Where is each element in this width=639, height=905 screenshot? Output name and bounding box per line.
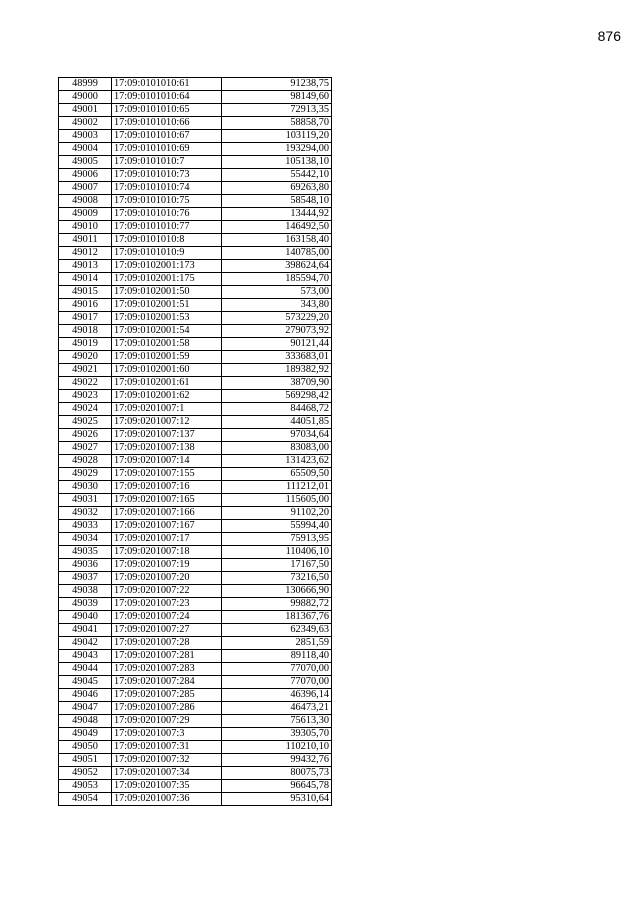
row-number-cell: 49012: [59, 247, 112, 260]
cadastral-number-cell: 17:09:0201007:22: [112, 585, 222, 598]
cadastral-number-cell: 17:09:0201007:36: [112, 793, 222, 806]
cadastral-value-cell: 103119,20: [222, 130, 332, 143]
row-number-cell: 49046: [59, 689, 112, 702]
table-row: [59, 416, 332, 429]
row-number-cell: 49025: [59, 416, 112, 429]
row-number-cell: 49042: [59, 637, 112, 650]
cadastral-number-cell: 17:09:0101010:61: [112, 78, 222, 91]
cadastral-number-cell: 17:09:0101010:67: [112, 130, 222, 143]
table-row: [59, 247, 332, 260]
row-number-cell: 49011: [59, 234, 112, 247]
cadastral-value-cell: 131423,62: [222, 455, 332, 468]
cadastral-number-cell: 17:09:0101010:65: [112, 104, 222, 117]
cadastral-number-cell: 17:09:0101010:73: [112, 169, 222, 182]
cadastral-number-cell: 17:09:0201007:14: [112, 455, 222, 468]
cadastral-number-cell: 17:09:0201007:137: [112, 429, 222, 442]
table-row: [59, 689, 332, 702]
cadastral-value-cell: 573229,20: [222, 312, 332, 325]
cadastral-number-cell: 17:09:0201007:285: [112, 689, 222, 702]
row-number-cell: 49034: [59, 533, 112, 546]
cadastral-value-cell: 13444,92: [222, 208, 332, 221]
row-number-cell: 49020: [59, 351, 112, 364]
cadastral-value-cell: 99882,72: [222, 598, 332, 611]
cadastral-value-cell: 140785,00: [222, 247, 332, 260]
cadastral-number-cell: 17:09:0102001:54: [112, 325, 222, 338]
table-row: [59, 273, 332, 286]
table-row: [59, 728, 332, 741]
row-number-cell: 49043: [59, 650, 112, 663]
cadastral-number-cell: 17:09:0201007:281: [112, 650, 222, 663]
row-number-cell: 49031: [59, 494, 112, 507]
cadastral-number-cell: 17:09:0201007:27: [112, 624, 222, 637]
cadastral-value-cell: 279073,92: [222, 325, 332, 338]
row-number-cell: 49010: [59, 221, 112, 234]
table-row: [59, 559, 332, 572]
table-row: [59, 702, 332, 715]
cadastral-value-cell: 44051,85: [222, 416, 332, 429]
cadastral-number-cell: 17:09:0201007:166: [112, 507, 222, 520]
table-row: [59, 468, 332, 481]
cadastral-number-cell: 17:09:0201007:17: [112, 533, 222, 546]
cadastral-number-cell: 17:09:0201007:16: [112, 481, 222, 494]
table-row: [59, 650, 332, 663]
cadastral-number-cell: 17:09:0102001:53: [112, 312, 222, 325]
table-row: [59, 624, 332, 637]
cadastral-value-cell: 39305,70: [222, 728, 332, 741]
table-row: [59, 507, 332, 520]
table-row: [59, 78, 332, 91]
cadastral-number-cell: 17:09:0201007:155: [112, 468, 222, 481]
cadastral-number-cell: 17:09:0201007:19: [112, 559, 222, 572]
row-number-cell: 49052: [59, 767, 112, 780]
cadastral-value-cell: 73216,50: [222, 572, 332, 585]
table-row: [59, 572, 332, 585]
row-number-cell: 49024: [59, 403, 112, 416]
row-number-cell: 49047: [59, 702, 112, 715]
cadastral-value-cell: 46473,21: [222, 702, 332, 715]
row-number-cell: 49003: [59, 130, 112, 143]
cadastral-value-cell: 98149,60: [222, 91, 332, 104]
cadastral-value-cell: 163158,40: [222, 234, 332, 247]
row-number-cell: 49021: [59, 364, 112, 377]
cadastral-value-cell: 46396,14: [222, 689, 332, 702]
cadastral-value-cell: 58858,70: [222, 117, 332, 130]
cadastral-number-cell: 17:09:0201007:20: [112, 572, 222, 585]
table-row: [59, 377, 332, 390]
table-row: [59, 286, 332, 299]
row-number-cell: 49000: [59, 91, 112, 104]
cadastral-number-cell: 17:09:0102001:59: [112, 351, 222, 364]
row-number-cell: 48999: [59, 78, 112, 91]
row-number-cell: 49029: [59, 468, 112, 481]
cadastral-number-cell: 17:09:0101010:7: [112, 156, 222, 169]
cadastral-value-cell: 181367,76: [222, 611, 332, 624]
table-row: [59, 143, 332, 156]
cadastral-value-cell: 130666,90: [222, 585, 332, 598]
row-number-cell: 49049: [59, 728, 112, 741]
table-row: [59, 364, 332, 377]
cadastral-value-cell: 83083,00: [222, 442, 332, 455]
cadastral-value-cell: 62349,63: [222, 624, 332, 637]
table-body: [59, 78, 332, 806]
row-number-cell: 49013: [59, 260, 112, 273]
table-row: [59, 169, 332, 182]
cadastral-number-cell: 17:09:0101010:69: [112, 143, 222, 156]
table-row: [59, 676, 332, 689]
cadastral-number-cell: 17:09:0201007:32: [112, 754, 222, 767]
table-row: [59, 442, 332, 455]
cadastral-number-cell: 17:09:0201007:165: [112, 494, 222, 507]
cadastral-number-cell: 17:09:0201007:28: [112, 637, 222, 650]
row-number-cell: 49051: [59, 754, 112, 767]
cadastral-value-cell: 38709,90: [222, 377, 332, 390]
cadastral-number-cell: 17:09:0102001:51: [112, 299, 222, 312]
table-row: [59, 429, 332, 442]
cadastral-number-cell: 17:09:0201007:284: [112, 676, 222, 689]
table-row: [59, 481, 332, 494]
table-row: [59, 715, 332, 728]
cadastral-value-cell: 90121,44: [222, 338, 332, 351]
row-number-cell: 49035: [59, 546, 112, 559]
row-number-cell: 49007: [59, 182, 112, 195]
page-number: 876: [597, 28, 621, 44]
table-row: [59, 455, 332, 468]
cadastral-value-cell: 2851,59: [222, 637, 332, 650]
row-number-cell: 49050: [59, 741, 112, 754]
cadastral-number-cell: 17:09:0201007:283: [112, 663, 222, 676]
row-number-cell: 49006: [59, 169, 112, 182]
cadastral-value-cell: 398624,64: [222, 260, 332, 273]
table-row: [59, 325, 332, 338]
cadastral-value-cell: 77070,00: [222, 676, 332, 689]
cadastral-value-cell: 55442,10: [222, 169, 332, 182]
cadastral-value-cell: 91238,75: [222, 78, 332, 91]
cadastral-number-cell: 17:09:0201007:167: [112, 520, 222, 533]
table-row: [59, 663, 332, 676]
row-number-cell: 49008: [59, 195, 112, 208]
table-row: [59, 520, 332, 533]
row-number-cell: 49019: [59, 338, 112, 351]
row-number-cell: 49004: [59, 143, 112, 156]
cadastral-number-cell: 17:09:0102001:62: [112, 390, 222, 403]
cadastral-value-cell: 185594,70: [222, 273, 332, 286]
cadastral-number-cell: 17:09:0102001:60: [112, 364, 222, 377]
cadastral-value-cell: 91102,20: [222, 507, 332, 520]
table-row: [59, 104, 332, 117]
row-number-cell: 49037: [59, 572, 112, 585]
row-number-cell: 49044: [59, 663, 112, 676]
row-number-cell: 49038: [59, 585, 112, 598]
cadastral-value-cell: 65509,50: [222, 468, 332, 481]
cadastral-value-cell: 333683,01: [222, 351, 332, 364]
table-row: [59, 494, 332, 507]
table-row: [59, 117, 332, 130]
row-number-cell: 49036: [59, 559, 112, 572]
table-row: [59, 754, 332, 767]
table-row: [59, 195, 332, 208]
cadastral-number-cell: 17:09:0201007:34: [112, 767, 222, 780]
cadastral-number-cell: 17:09:0201007:286: [112, 702, 222, 715]
cadastral-value-cell: 193294,00: [222, 143, 332, 156]
cadastral-value-cell: 80075,73: [222, 767, 332, 780]
cadastral-number-cell: 17:09:0101010:77: [112, 221, 222, 234]
cadastral-value-cell: 343,80: [222, 299, 332, 312]
row-number-cell: 49028: [59, 455, 112, 468]
cadastral-number-cell: 17:09:0201007:31: [112, 741, 222, 754]
table-row: [59, 598, 332, 611]
row-number-cell: 49015: [59, 286, 112, 299]
table-row: [59, 741, 332, 754]
cadastral-value-cell: 105138,10: [222, 156, 332, 169]
cadastral-number-cell: 17:09:0101010:74: [112, 182, 222, 195]
row-number-cell: 49002: [59, 117, 112, 130]
row-number-cell: 49033: [59, 520, 112, 533]
row-number-cell: 49009: [59, 208, 112, 221]
row-number-cell: 49040: [59, 611, 112, 624]
cadastral-number-cell: 17:09:0201007:18: [112, 546, 222, 559]
cadastral-value-table: [58, 77, 332, 806]
cadastral-value-cell: 573,00: [222, 286, 332, 299]
table-row: [59, 208, 332, 221]
cadastral-value-cell: 84468,72: [222, 403, 332, 416]
row-number-cell: 49045: [59, 676, 112, 689]
cadastral-value-cell: 110210,10: [222, 741, 332, 754]
row-number-cell: 49014: [59, 273, 112, 286]
cadastral-number-cell: 17:09:0201007:24: [112, 611, 222, 624]
table-row: [59, 338, 332, 351]
cadastral-number-cell: 17:09:0101010:66: [112, 117, 222, 130]
table-row: [59, 351, 332, 364]
cadastral-value-cell: 111212,01: [222, 481, 332, 494]
cadastral-number-cell: 17:09:0101010:76: [112, 208, 222, 221]
cadastral-value-cell: 146492,50: [222, 221, 332, 234]
table-row: [59, 780, 332, 793]
row-number-cell: 49022: [59, 377, 112, 390]
table-row: [59, 390, 332, 403]
row-number-cell: 49026: [59, 429, 112, 442]
table-row: [59, 91, 332, 104]
table-row: [59, 156, 332, 169]
row-number-cell: 49048: [59, 715, 112, 728]
row-number-cell: 49016: [59, 299, 112, 312]
row-number-cell: 49030: [59, 481, 112, 494]
row-number-cell: 49023: [59, 390, 112, 403]
table-row: [59, 260, 332, 273]
cadastral-number-cell: 17:09:0101010:64: [112, 91, 222, 104]
cadastral-number-cell: 17:09:0102001:58: [112, 338, 222, 351]
cadastral-value-cell: 72913,35: [222, 104, 332, 117]
cadastral-number-cell: 17:09:0201007:35: [112, 780, 222, 793]
cadastral-value-cell: 55994,40: [222, 520, 332, 533]
cadastral-number-cell: 17:09:0101010:8: [112, 234, 222, 247]
cadastral-number-cell: 17:09:0102001:175: [112, 273, 222, 286]
cadastral-number-cell: 17:09:0102001:61: [112, 377, 222, 390]
row-number-cell: 49039: [59, 598, 112, 611]
row-number-cell: 49032: [59, 507, 112, 520]
table-row: [59, 182, 332, 195]
cadastral-value-cell: 69263,80: [222, 182, 332, 195]
cadastral-value-cell: 189382,92: [222, 364, 332, 377]
cadastral-value-cell: 58548,10: [222, 195, 332, 208]
cadastral-value-cell: 95310,64: [222, 793, 332, 806]
row-number-cell: 49054: [59, 793, 112, 806]
table-row: [59, 546, 332, 559]
row-number-cell: 49041: [59, 624, 112, 637]
cadastral-number-cell: 17:09:0102001:50: [112, 286, 222, 299]
cadastral-value-cell: 17167,50: [222, 559, 332, 572]
table-row: [59, 403, 332, 416]
row-number-cell: 49001: [59, 104, 112, 117]
table-row: [59, 585, 332, 598]
row-number-cell: 49017: [59, 312, 112, 325]
cadastral-number-cell: 17:09:0201007:3: [112, 728, 222, 741]
cadastral-value-cell: 77070,00: [222, 663, 332, 676]
row-number-cell: 49005: [59, 156, 112, 169]
row-number-cell: 49018: [59, 325, 112, 338]
row-number-cell: 49027: [59, 442, 112, 455]
table-row: [59, 312, 332, 325]
table-row: [59, 234, 332, 247]
table-row: [59, 793, 332, 806]
cadastral-value-cell: 89118,40: [222, 650, 332, 663]
row-number-cell: 49053: [59, 780, 112, 793]
cadastral-number-cell: 17:09:0102001:173: [112, 260, 222, 273]
table-row: [59, 299, 332, 312]
cadastral-value-cell: 569298,42: [222, 390, 332, 403]
cadastral-number-cell: 17:09:0201007:12: [112, 416, 222, 429]
cadastral-value-cell: 110406,10: [222, 546, 332, 559]
cadastral-value-cell: 97034,64: [222, 429, 332, 442]
cadastral-number-cell: 17:09:0101010:75: [112, 195, 222, 208]
table-row: [59, 533, 332, 546]
cadastral-number-cell: 17:09:0201007:138: [112, 442, 222, 455]
cadastral-value-cell: 96645,78: [222, 780, 332, 793]
table-row: [59, 221, 332, 234]
cadastral-value-cell: 99432,76: [222, 754, 332, 767]
table-row: [59, 130, 332, 143]
cadastral-value-cell: 75913,95: [222, 533, 332, 546]
cadastral-number-cell: 17:09:0201007:23: [112, 598, 222, 611]
table-row: [59, 637, 332, 650]
cadastral-number-cell: 17:09:0101010:9: [112, 247, 222, 260]
table-row: [59, 767, 332, 780]
cadastral-value-cell: 115605,00: [222, 494, 332, 507]
cadastral-number-cell: 17:09:0201007:29: [112, 715, 222, 728]
cadastral-number-cell: 17:09:0201007:1: [112, 403, 222, 416]
cadastral-value-cell: 75613,30: [222, 715, 332, 728]
table-row: [59, 611, 332, 624]
